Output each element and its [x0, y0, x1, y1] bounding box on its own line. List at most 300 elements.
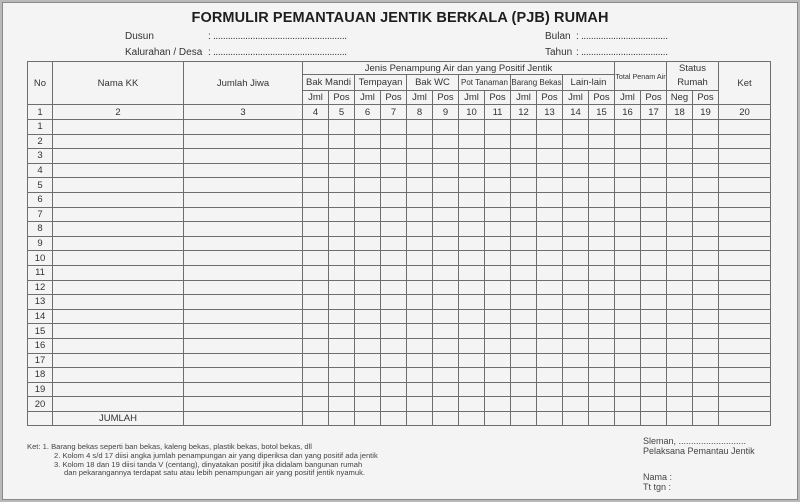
- entry-cell[interactable]: [667, 295, 693, 310]
- signer-name-field[interactable]: Nama :: [643, 472, 673, 482]
- entry-cell[interactable]: [693, 324, 719, 339]
- total-cell[interactable]: [184, 411, 303, 426]
- entry-cell[interactable]: [407, 192, 433, 207]
- entry-cell[interactable]: [693, 236, 719, 251]
- entry-cell[interactable]: [329, 280, 355, 295]
- entry-cell[interactable]: [381, 163, 407, 178]
- entry-cell[interactable]: [53, 251, 184, 266]
- entry-cell[interactable]: [537, 207, 563, 222]
- entry-cell[interactable]: [615, 163, 641, 178]
- entry-cell[interactable]: [719, 134, 771, 149]
- entry-cell[interactable]: [433, 295, 459, 310]
- entry-cell[interactable]: [641, 397, 667, 412]
- entry-cell[interactable]: [53, 222, 184, 237]
- entry-cell[interactable]: [615, 149, 641, 164]
- entry-cell[interactable]: [485, 192, 511, 207]
- entry-cell[interactable]: [667, 236, 693, 251]
- entry-cell[interactable]: [719, 295, 771, 310]
- entry-cell[interactable]: [589, 338, 615, 353]
- total-cell[interactable]: [563, 411, 589, 426]
- entry-cell[interactable]: [184, 295, 303, 310]
- total-cell[interactable]: [303, 411, 329, 426]
- total-cell[interactable]: [459, 411, 485, 426]
- entry-cell[interactable]: [511, 280, 537, 295]
- entry-cell[interactable]: [511, 251, 537, 266]
- entry-cell[interactable]: [303, 368, 329, 383]
- entry-cell[interactable]: [719, 368, 771, 383]
- entry-cell[interactable]: [459, 134, 485, 149]
- entry-cell[interactable]: [355, 368, 381, 383]
- entry-cell[interactable]: [719, 178, 771, 193]
- entry-cell[interactable]: [433, 149, 459, 164]
- entry-cell[interactable]: [407, 149, 433, 164]
- entry-cell[interactable]: [615, 309, 641, 324]
- entry-cell[interactable]: [615, 120, 641, 135]
- entry-cell[interactable]: [563, 309, 589, 324]
- entry-cell[interactable]: [485, 338, 511, 353]
- entry-cell[interactable]: [355, 251, 381, 266]
- entry-cell[interactable]: [667, 120, 693, 135]
- entry-cell[interactable]: [537, 338, 563, 353]
- entry-cell[interactable]: [53, 178, 184, 193]
- entry-cell[interactable]: [563, 353, 589, 368]
- entry-cell[interactable]: [589, 134, 615, 149]
- entry-cell[interactable]: [641, 382, 667, 397]
- entry-cell[interactable]: [184, 178, 303, 193]
- entry-cell[interactable]: [589, 382, 615, 397]
- entry-cell[interactable]: [459, 207, 485, 222]
- entry-cell[interactable]: [53, 120, 184, 135]
- entry-cell[interactable]: [407, 382, 433, 397]
- entry-cell[interactable]: [485, 353, 511, 368]
- entry-cell[interactable]: [303, 120, 329, 135]
- entry-cell[interactable]: [615, 192, 641, 207]
- entry-cell[interactable]: [719, 382, 771, 397]
- entry-cell[interactable]: [537, 324, 563, 339]
- entry-cell[interactable]: [537, 353, 563, 368]
- entry-cell[interactable]: [615, 265, 641, 280]
- entry-cell[interactable]: [693, 163, 719, 178]
- entry-cell[interactable]: [563, 295, 589, 310]
- entry-cell[interactable]: [641, 338, 667, 353]
- entry-cell[interactable]: [511, 353, 537, 368]
- entry-cell[interactable]: [537, 368, 563, 383]
- entry-cell[interactable]: [485, 397, 511, 412]
- entry-cell[interactable]: [641, 251, 667, 266]
- entry-cell[interactable]: [184, 236, 303, 251]
- entry-cell[interactable]: [53, 236, 184, 251]
- entry-cell[interactable]: [641, 207, 667, 222]
- entry-cell[interactable]: [667, 338, 693, 353]
- total-cell[interactable]: [537, 411, 563, 426]
- entry-cell[interactable]: [615, 280, 641, 295]
- entry-cell[interactable]: [615, 178, 641, 193]
- entry-cell[interactable]: [381, 236, 407, 251]
- entry-cell[interactable]: [485, 324, 511, 339]
- entry-cell[interactable]: [667, 265, 693, 280]
- entry-cell[interactable]: [641, 178, 667, 193]
- entry-cell[interactable]: [537, 192, 563, 207]
- entry-cell[interactable]: [355, 207, 381, 222]
- entry-cell[interactable]: [589, 280, 615, 295]
- entry-cell[interactable]: [589, 222, 615, 237]
- entry-cell[interactable]: [511, 309, 537, 324]
- entry-cell[interactable]: [303, 178, 329, 193]
- entry-cell[interactable]: [641, 163, 667, 178]
- entry-cell[interactable]: [355, 280, 381, 295]
- entry-cell[interactable]: [459, 324, 485, 339]
- entry-cell[interactable]: [667, 397, 693, 412]
- entry-cell[interactable]: [433, 368, 459, 383]
- entry-cell[interactable]: [693, 251, 719, 266]
- entry-cell[interactable]: [641, 149, 667, 164]
- entry-cell[interactable]: [53, 368, 184, 383]
- entry-cell[interactable]: [511, 382, 537, 397]
- entry-cell[interactable]: [381, 353, 407, 368]
- entry-cell[interactable]: [459, 251, 485, 266]
- entry-cell[interactable]: [485, 382, 511, 397]
- entry-cell[interactable]: [459, 149, 485, 164]
- entry-cell[interactable]: [589, 236, 615, 251]
- entry-cell[interactable]: [719, 397, 771, 412]
- entry-cell[interactable]: [355, 382, 381, 397]
- entry-cell[interactable]: [53, 207, 184, 222]
- entry-cell[interactable]: [433, 265, 459, 280]
- entry-cell[interactable]: [693, 309, 719, 324]
- entry-cell[interactable]: [667, 178, 693, 193]
- entry-cell[interactable]: [184, 207, 303, 222]
- entry-cell[interactable]: [667, 353, 693, 368]
- entry-cell[interactable]: [355, 353, 381, 368]
- entry-cell[interactable]: [485, 295, 511, 310]
- entry-cell[interactable]: [303, 163, 329, 178]
- entry-cell[interactable]: [615, 134, 641, 149]
- total-cell[interactable]: [641, 411, 667, 426]
- total-cell[interactable]: [589, 411, 615, 426]
- entry-cell[interactable]: [589, 265, 615, 280]
- entry-cell[interactable]: [589, 353, 615, 368]
- entry-cell[interactable]: [303, 222, 329, 237]
- entry-cell[interactable]: [589, 207, 615, 222]
- entry-cell[interactable]: [381, 178, 407, 193]
- entry-cell[interactable]: [563, 207, 589, 222]
- entry-cell[interactable]: [693, 382, 719, 397]
- entry-cell[interactable]: [615, 207, 641, 222]
- total-cell[interactable]: [407, 411, 433, 426]
- entry-cell[interactable]: [641, 120, 667, 135]
- entry-cell[interactable]: [184, 368, 303, 383]
- total-cell[interactable]: [615, 411, 641, 426]
- entry-cell[interactable]: [693, 207, 719, 222]
- entry-cell[interactable]: [184, 382, 303, 397]
- entry-cell[interactable]: [459, 295, 485, 310]
- entry-cell[interactable]: [511, 368, 537, 383]
- entry-cell[interactable]: [433, 236, 459, 251]
- entry-cell[interactable]: [485, 149, 511, 164]
- entry-cell[interactable]: [329, 236, 355, 251]
- entry-cell[interactable]: [511, 265, 537, 280]
- total-cell[interactable]: [433, 411, 459, 426]
- entry-cell[interactable]: [485, 236, 511, 251]
- entry-cell[interactable]: [184, 265, 303, 280]
- entry-cell[interactable]: [184, 324, 303, 339]
- entry-cell[interactable]: [407, 368, 433, 383]
- entry-cell[interactable]: [407, 397, 433, 412]
- entry-cell[interactable]: [407, 134, 433, 149]
- bulan-field[interactable]: : ...................................: [576, 31, 668, 42]
- total-cell[interactable]: [511, 411, 537, 426]
- entry-cell[interactable]: [53, 324, 184, 339]
- total-cell[interactable]: [381, 411, 407, 426]
- entry-cell[interactable]: [693, 397, 719, 412]
- entry-cell[interactable]: [329, 295, 355, 310]
- entry-cell[interactable]: [693, 120, 719, 135]
- entry-cell[interactable]: [433, 120, 459, 135]
- entry-cell[interactable]: [459, 309, 485, 324]
- entry-cell[interactable]: [589, 397, 615, 412]
- entry-cell[interactable]: [184, 338, 303, 353]
- entry-cell[interactable]: [511, 120, 537, 135]
- entry-cell[interactable]: [407, 163, 433, 178]
- entry-cell[interactable]: [53, 397, 184, 412]
- entry-cell[interactable]: [355, 295, 381, 310]
- total-cell[interactable]: [719, 411, 771, 426]
- entry-cell[interactable]: [719, 309, 771, 324]
- entry-cell[interactable]: [53, 192, 184, 207]
- entry-cell[interactable]: [719, 163, 771, 178]
- entry-cell[interactable]: [184, 353, 303, 368]
- entry-cell[interactable]: [615, 251, 641, 266]
- entry-cell[interactable]: [433, 222, 459, 237]
- entry-cell[interactable]: [563, 236, 589, 251]
- entry-cell[interactable]: [355, 265, 381, 280]
- entry-cell[interactable]: [537, 280, 563, 295]
- entry-cell[interactable]: [589, 251, 615, 266]
- entry-cell[interactable]: [537, 178, 563, 193]
- entry-cell[interactable]: [615, 295, 641, 310]
- entry-cell[interactable]: [355, 397, 381, 412]
- entry-cell[interactable]: [589, 163, 615, 178]
- entry-cell[interactable]: [667, 280, 693, 295]
- entry-cell[interactable]: [667, 149, 693, 164]
- entry-cell[interactable]: [329, 324, 355, 339]
- entry-cell[interactable]: [537, 397, 563, 412]
- entry-cell[interactable]: [381, 120, 407, 135]
- entry-cell[interactable]: [667, 207, 693, 222]
- entry-cell[interactable]: [563, 149, 589, 164]
- entry-cell[interactable]: [303, 280, 329, 295]
- entry-cell[interactable]: [355, 236, 381, 251]
- entry-cell[interactable]: [329, 149, 355, 164]
- entry-cell[interactable]: [719, 207, 771, 222]
- entry-cell[interactable]: [537, 236, 563, 251]
- entry-cell[interactable]: [329, 353, 355, 368]
- entry-cell[interactable]: [433, 178, 459, 193]
- entry-cell[interactable]: [511, 178, 537, 193]
- entry-cell[interactable]: [433, 382, 459, 397]
- entry-cell[interactable]: [719, 280, 771, 295]
- entry-cell[interactable]: [53, 134, 184, 149]
- entry-cell[interactable]: [407, 353, 433, 368]
- entry-cell[interactable]: [563, 178, 589, 193]
- entry-cell[interactable]: [563, 280, 589, 295]
- entry-cell[interactable]: [329, 178, 355, 193]
- entry-cell[interactable]: [329, 338, 355, 353]
- entry-cell[interactable]: [381, 222, 407, 237]
- entry-cell[interactable]: [563, 397, 589, 412]
- entry-cell[interactable]: [407, 309, 433, 324]
- entry-cell[interactable]: [537, 149, 563, 164]
- entry-cell[interactable]: [329, 207, 355, 222]
- entry-cell[interactable]: [459, 265, 485, 280]
- entry-cell[interactable]: [459, 353, 485, 368]
- entry-cell[interactable]: [719, 251, 771, 266]
- entry-cell[interactable]: [563, 163, 589, 178]
- entry-cell[interactable]: [407, 178, 433, 193]
- entry-cell[interactable]: [719, 338, 771, 353]
- entry-cell[interactable]: [485, 178, 511, 193]
- entry-cell[interactable]: [303, 295, 329, 310]
- entry-cell[interactable]: [433, 338, 459, 353]
- total-cell[interactable]: [329, 411, 355, 426]
- entry-cell[interactable]: [485, 134, 511, 149]
- entry-cell[interactable]: [433, 134, 459, 149]
- entry-cell[interactable]: [485, 309, 511, 324]
- entry-cell[interactable]: [537, 251, 563, 266]
- entry-cell[interactable]: [355, 134, 381, 149]
- entry-cell[interactable]: [511, 324, 537, 339]
- entry-cell[interactable]: [459, 338, 485, 353]
- entry-cell[interactable]: [667, 163, 693, 178]
- entry-cell[interactable]: [329, 397, 355, 412]
- entry-cell[interactable]: [433, 324, 459, 339]
- entry-cell[interactable]: [433, 192, 459, 207]
- entry-cell[interactable]: [184, 149, 303, 164]
- entry-cell[interactable]: [459, 236, 485, 251]
- entry-cell[interactable]: [459, 222, 485, 237]
- entry-cell[interactable]: [511, 192, 537, 207]
- entry-cell[interactable]: [184, 280, 303, 295]
- entry-cell[interactable]: [355, 324, 381, 339]
- entry-cell[interactable]: [381, 265, 407, 280]
- entry-cell[interactable]: [693, 222, 719, 237]
- entry-cell[interactable]: [381, 338, 407, 353]
- entry-cell[interactable]: [615, 222, 641, 237]
- entry-cell[interactable]: [53, 309, 184, 324]
- entry-cell[interactable]: [589, 120, 615, 135]
- entry-cell[interactable]: [407, 120, 433, 135]
- entry-cell[interactable]: [693, 149, 719, 164]
- entry-cell[interactable]: [719, 120, 771, 135]
- entry-cell[interactable]: [329, 368, 355, 383]
- entry-cell[interactable]: [563, 192, 589, 207]
- entry-cell[interactable]: [693, 368, 719, 383]
- entry-cell[interactable]: [459, 163, 485, 178]
- entry-cell[interactable]: [407, 207, 433, 222]
- entry-cell[interactable]: [329, 163, 355, 178]
- entry-cell[interactable]: [303, 397, 329, 412]
- entry-cell[interactable]: [693, 178, 719, 193]
- desa-field[interactable]: : ......................................................: [208, 47, 347, 58]
- entry-cell[interactable]: [615, 338, 641, 353]
- entry-cell[interactable]: [667, 309, 693, 324]
- dusun-field[interactable]: : ......................................................: [208, 31, 347, 42]
- entry-cell[interactable]: [329, 251, 355, 266]
- entry-cell[interactable]: [355, 163, 381, 178]
- entry-cell[interactable]: [485, 265, 511, 280]
- entry-cell[interactable]: [641, 265, 667, 280]
- entry-cell[interactable]: [53, 295, 184, 310]
- entry-cell[interactable]: [615, 353, 641, 368]
- entry-cell[interactable]: [667, 222, 693, 237]
- entry-cell[interactable]: [184, 309, 303, 324]
- entry-cell[interactable]: [589, 149, 615, 164]
- entry-cell[interactable]: [511, 397, 537, 412]
- entry-cell[interactable]: [563, 134, 589, 149]
- entry-cell[interactable]: [355, 192, 381, 207]
- entry-cell[interactable]: [615, 382, 641, 397]
- entry-cell[interactable]: [433, 207, 459, 222]
- entry-cell[interactable]: [511, 134, 537, 149]
- entry-cell[interactable]: [459, 178, 485, 193]
- entry-cell[interactable]: [303, 309, 329, 324]
- entry-cell[interactable]: [381, 324, 407, 339]
- entry-cell[interactable]: [511, 236, 537, 251]
- entry-cell[interactable]: [563, 324, 589, 339]
- entry-cell[interactable]: [667, 368, 693, 383]
- entry-cell[interactable]: [329, 265, 355, 280]
- entry-cell[interactable]: [184, 251, 303, 266]
- entry-cell[interactable]: [667, 192, 693, 207]
- entry-cell[interactable]: [407, 338, 433, 353]
- entry-cell[interactable]: [485, 368, 511, 383]
- entry-cell[interactable]: [563, 382, 589, 397]
- entry-cell[interactable]: [641, 192, 667, 207]
- entry-cell[interactable]: [329, 222, 355, 237]
- entry-cell[interactable]: [719, 236, 771, 251]
- entry-cell[interactable]: [381, 134, 407, 149]
- entry-cell[interactable]: [719, 324, 771, 339]
- entry-cell[interactable]: [303, 324, 329, 339]
- entry-cell[interactable]: [303, 192, 329, 207]
- entry-cell[interactable]: [485, 120, 511, 135]
- entry-cell[interactable]: [329, 192, 355, 207]
- entry-cell[interactable]: [407, 236, 433, 251]
- entry-cell[interactable]: [407, 280, 433, 295]
- entry-cell[interactable]: [433, 353, 459, 368]
- entry-cell[interactable]: [303, 338, 329, 353]
- entry-cell[interactable]: [589, 324, 615, 339]
- entry-cell[interactable]: [615, 368, 641, 383]
- entry-cell[interactable]: [615, 397, 641, 412]
- entry-cell[interactable]: [433, 163, 459, 178]
- entry-cell[interactable]: [537, 163, 563, 178]
- entry-cell[interactable]: [641, 368, 667, 383]
- entry-cell[interactable]: [511, 338, 537, 353]
- entry-cell[interactable]: [459, 397, 485, 412]
- entry-cell[interactable]: [693, 280, 719, 295]
- entry-cell[interactable]: [563, 251, 589, 266]
- entry-cell[interactable]: [511, 163, 537, 178]
- entry-cell[interactable]: [693, 265, 719, 280]
- entry-cell[interactable]: [693, 134, 719, 149]
- entry-cell[interactable]: [719, 265, 771, 280]
- entry-cell[interactable]: [433, 309, 459, 324]
- entry-cell[interactable]: [53, 149, 184, 164]
- entry-cell[interactable]: [641, 309, 667, 324]
- entry-cell[interactable]: [719, 353, 771, 368]
- entry-cell[interactable]: [693, 353, 719, 368]
